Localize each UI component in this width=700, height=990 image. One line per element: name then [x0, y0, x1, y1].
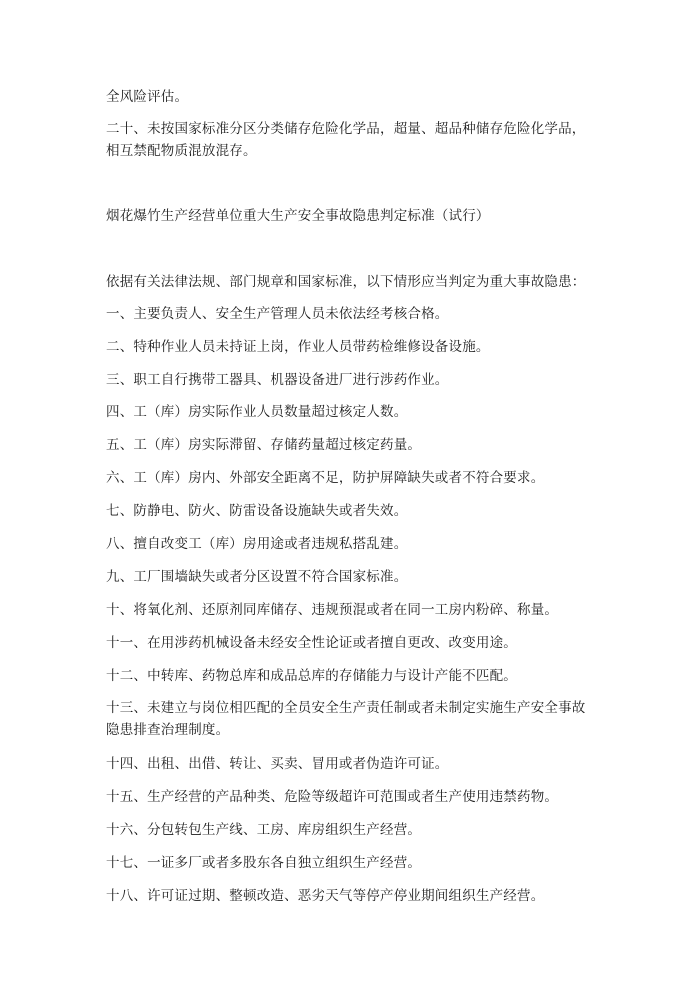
list-item: 十、将氧化剂、还原剂同库储存、违规预混或者在同一工房内粉碎、称量。 — [106, 602, 559, 618]
list-item: 七、防静电、防火、防雷设备设施缺失或者失效。 — [106, 503, 408, 519]
list-item: 十一、在用涉药机械设备未经安全性论证或者擅自更改、改变用途。 — [106, 635, 517, 651]
list-item: 九、工厂围墙缺失或者分区设置不符合国家标准。 — [106, 569, 408, 585]
list-item: 五、工（库）房实际滞留、存储药量超过核定药量。 — [106, 437, 422, 453]
list-item: 十五、生产经营的产品种类、危险等级超许可范围或者生产使用违禁药物。 — [106, 789, 559, 805]
list-item: 十二、中转库、药物总库和成品总库的存储能力与设计产能不匹配。 — [106, 668, 517, 684]
list-item: 十八、许可证过期、整顿改造、恶劣天气等停产停业期间组织生产经营。 — [106, 888, 545, 904]
list-item: 十三、未建立与岗位相匹配的全员安全生产责任制或者未制定实施生产安全事故隐患排查治理制度。 — [106, 700, 586, 738]
list-item: 十四、出租、出借、转让、买卖、冒用或者伪造许可证。 — [106, 756, 449, 772]
list-item: 十六、分包转包生产线、工房、库房组织生产经营。 — [106, 822, 422, 838]
list-item: 二、特种作业人员未持证上岗，作业人员带药检维修设备设施。 — [106, 339, 490, 355]
list-item: 十七、一证多厂或者多股东各自独立组织生产经营。 — [106, 855, 422, 871]
list-item: 八、擅自改变工（库）房用途或者违规私搭乱建。 — [106, 536, 408, 552]
document-title: 烟花爆竹生产经营单位重大生产安全事故隐患判定标准（试行） — [106, 208, 490, 224]
preamble: 依据有关法律法规、部门规章和国家标准，以下情形应当判定为重大事故隐患： — [106, 274, 586, 290]
list-item: 三、职工自行携带工器具、机器设备进厂进行涉药作业。 — [106, 372, 449, 388]
item-20-previous-standard: 二十、未按国家标准分区分类储存危险化学品，超量、超品种储存危险化学品，相互禁配物质混放混存。 — [106, 121, 586, 159]
intro-continuation: 全风险评估。 — [106, 89, 189, 105]
list-item: 一、主要负责人、安全生产管理人员未依法经考核合格。 — [106, 306, 449, 322]
list-item: 六、工（库）房内、外部安全距离不足，防护屏障缺失或者不符合要求。 — [106, 470, 545, 486]
list-item: 四、工（库）房实际作业人员数量超过核定人数。 — [106, 404, 408, 420]
